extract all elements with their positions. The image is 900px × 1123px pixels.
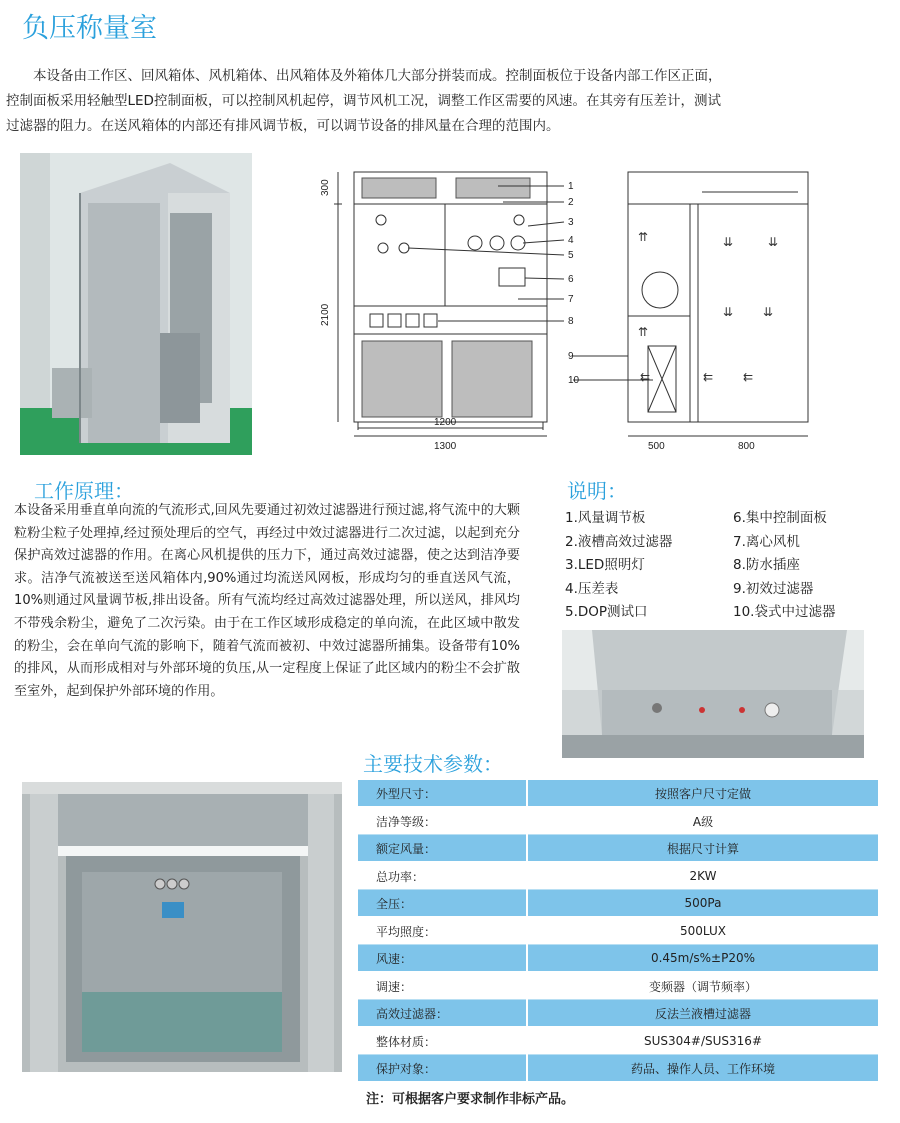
spec-key: 风速： xyxy=(358,945,527,973)
booth-side-photo xyxy=(20,153,252,455)
legend-row xyxy=(565,531,875,555)
callout-7: 7 xyxy=(568,294,574,305)
booth-front-photo xyxy=(22,782,342,1072)
legend-row xyxy=(565,578,875,602)
dim-1300: 1300 xyxy=(434,441,457,452)
legend-item: 4.压差表 xyxy=(565,580,619,597)
svg-text:⇊: ⇊ xyxy=(768,235,779,249)
spec-key: 整体材质： xyxy=(358,1027,527,1055)
dim-800: 800 xyxy=(738,441,755,452)
legend-item: 1.风量调节板 xyxy=(565,510,646,526)
legend-item: 5.DOP测试口 xyxy=(565,604,648,620)
legend-list xyxy=(565,507,875,625)
control-panel-photo xyxy=(562,630,864,758)
legend-row xyxy=(565,554,875,578)
legend-item: 10.袋式中过滤器 xyxy=(733,604,836,620)
booth-front-illustration xyxy=(22,782,342,1072)
svg-text:⇊: ⇊ xyxy=(763,305,774,319)
intro-line: 过滤器的阻力。在送风箱体的内部还有排风调节板，可以调节设备的排风量在合理的范围内。 xyxy=(6,118,560,134)
callout-10: 10 xyxy=(568,375,580,386)
svg-text:⇈: ⇈ xyxy=(638,325,649,339)
dim-500: 500 xyxy=(648,441,665,452)
spec-key: 洁净等级： xyxy=(358,807,527,835)
table-row xyxy=(358,1000,878,1028)
principle-text: 本设备采用垂直单向流的气流形式,回风先要通过初效过滤器进行预过滤,将气流中的大颗粒粉尘粒子处理掉,经过预处理后的空气，再经过中效过滤器进行二次过滤，以起到充分保护高效过滤器的作用。在离心风机提供的压力下，通过高效过滤器，使之达到洁净要求。洁净气流被送至送风箱体内,90%通过均流送风网板，形成均匀的垂直送风气流，10%则通过风量调节板,排出设备。所有气流均经过高效过滤器处理，所以送风，排风均不带残余粉尘，避免了二次污染。由于在工作区域形成稳定的单向流，在此区域中散发的粉尘，会在单向气流的影响下，随着气流而被初、中效过滤器所捕集。设备带有10%的排风，从而形成相对与外部环境的负压,从一定程度上保证了此区域内的粉尘不会扩散至室外，起到保护外部环境的作用。 xyxy=(14,503,520,699)
callout-9: 9 xyxy=(568,351,574,362)
table-row xyxy=(358,972,878,1000)
spec-key: 全压： xyxy=(358,890,527,918)
page-title: 负压称量室 xyxy=(22,13,157,44)
spec-key: 总功率： xyxy=(358,862,527,890)
spec-key: 调速： xyxy=(358,972,527,1000)
callout-4: 4 xyxy=(568,235,574,246)
callout-2: 2 xyxy=(568,197,574,208)
table-row xyxy=(358,890,878,918)
spec-value: 根据尺寸计算 xyxy=(527,835,878,863)
dim-2100: 2100 xyxy=(320,303,331,326)
callout-5: 5 xyxy=(568,250,574,261)
principle-heading: 工作原理： xyxy=(34,479,134,503)
spec-value: 反法兰液槽过滤器 xyxy=(527,1000,878,1028)
svg-text:⇊: ⇊ xyxy=(723,235,734,249)
booth-side-illustration xyxy=(20,153,252,455)
callout-8: 8 xyxy=(568,316,574,327)
legend-item: 7.离心风机 xyxy=(733,533,800,550)
table-row xyxy=(358,1027,878,1055)
specs-table xyxy=(358,780,878,1083)
callout-3: 3 xyxy=(568,217,574,228)
legend-item: 2.液槽高效过滤器 xyxy=(565,533,673,550)
dim-300: 300 xyxy=(320,179,331,196)
spec-value: 按照客户尺寸定做 xyxy=(527,780,878,807)
legend-row xyxy=(565,507,875,531)
spec-value: 500Pa xyxy=(527,890,878,918)
spec-value: 变频器（调节频率） xyxy=(527,972,878,1000)
legend-item: 8.防水插座 xyxy=(733,557,800,573)
spec-value: SUS304#/SUS316# xyxy=(527,1027,878,1055)
spec-value: 2KW xyxy=(527,862,878,890)
legend-item: 3.LED照明灯 xyxy=(565,557,645,573)
svg-text:⇈: ⇈ xyxy=(638,230,649,244)
callout-6: 6 xyxy=(568,274,574,285)
callout-1: 1 xyxy=(568,181,574,192)
table-row xyxy=(358,807,878,835)
table-row xyxy=(358,835,878,863)
legend-heading: 说明： xyxy=(567,479,627,503)
svg-text:⇊: ⇊ xyxy=(723,305,734,319)
legend-row xyxy=(565,601,875,625)
table-row xyxy=(358,1055,878,1083)
specs-heading: 主要技术参数： xyxy=(363,752,503,776)
spec-key: 平均照度： xyxy=(358,917,527,945)
technical-drawing xyxy=(318,166,838,456)
spec-value: 药品、操作人员、工作环境 xyxy=(527,1055,878,1083)
control-panel-illustration xyxy=(562,630,864,758)
spec-key: 外型尺寸： xyxy=(358,780,527,807)
spec-value: 500LUX xyxy=(527,917,878,945)
spec-value: 0.45m/s%±P20% xyxy=(527,945,878,973)
intro-line: 控制面板采用轻触型LED控制面板，可以控制风机起停，调节风机工况，调整工作区需要的风速。在其旁有压差计，测试 xyxy=(6,93,721,109)
legend-item: 6.集中控制面板 xyxy=(733,510,827,526)
footnote: 注：可根据客户要求制作非标产品。 xyxy=(366,1092,575,1107)
intro-paragraph xyxy=(6,64,866,139)
table-row xyxy=(358,917,878,945)
svg-text:⇇: ⇇ xyxy=(743,370,754,384)
legend-item: 9.初效过滤器 xyxy=(733,580,814,597)
table-row xyxy=(358,862,878,890)
spec-key: 额定风量： xyxy=(358,835,527,863)
spec-key: 保护对象： xyxy=(358,1055,527,1083)
svg-text:⇇: ⇇ xyxy=(703,370,714,384)
spec-key: 高效过滤器： xyxy=(358,1000,527,1028)
svg-text:⇇: ⇇ xyxy=(640,370,651,384)
intro-line: 本设备由工作区、回风箱体、风机箱体、出风箱体及外箱体几大部分拼装而成。控制面板位于设备内部工作区正面， xyxy=(6,68,722,84)
table-row xyxy=(358,780,878,807)
dim-1200: 1200 xyxy=(434,417,457,428)
spec-value: A级 xyxy=(527,807,878,835)
table-row xyxy=(358,945,878,973)
